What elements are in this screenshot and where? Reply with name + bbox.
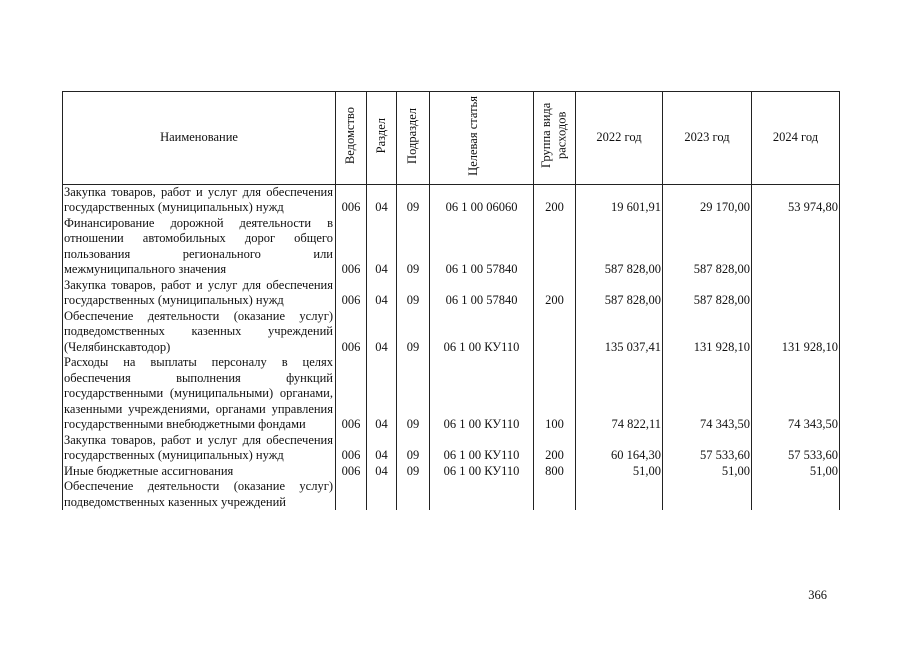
- cell-y2023: [663, 479, 752, 510]
- cell-gvr: [534, 309, 576, 356]
- cell-y2024: 53 974,80: [752, 184, 840, 216]
- cell-name: Иные бюджетные ассигнования: [63, 464, 336, 480]
- cell-ved: 006: [336, 355, 367, 433]
- cell-podrazdel: 09: [397, 464, 430, 480]
- cell-razdel: 04: [367, 433, 397, 464]
- cell-ved: 006: [336, 309, 367, 356]
- cell-name: Расходы на выплаты персоналу в целях обеспечения выполнения функций государственными (муниципальными) органами, казенными учреждениями, органами управления государственными внебюджетными фондами: [63, 355, 336, 433]
- cell-name: Закупка товаров, работ и услуг для обеспечения государственных (муниципальных) нужд: [63, 184, 336, 216]
- cell-y2023: 587 828,00: [663, 216, 752, 278]
- header-gruppa: Группа вида расходов: [534, 92, 576, 185]
- cell-name: Финансирование дорожной деятельности в отношении автомобильных дорог общего пользования регионального или межмуниципального значения: [63, 216, 336, 278]
- page-bottom-area: [62, 577, 842, 647]
- table-row: [63, 355, 840, 433]
- cell-y2022: 135 037,41: [576, 309, 663, 356]
- table-row: [63, 479, 840, 510]
- cell-gvr: [534, 216, 576, 278]
- cell-gvr: 200: [534, 278, 576, 309]
- cell-y2023: 51,00: [663, 464, 752, 480]
- cell-ved: 006: [336, 184, 367, 216]
- cell-y2022: 74 822,11: [576, 355, 663, 433]
- cell-y2023: 29 170,00: [663, 184, 752, 216]
- cell-podrazdel: 09: [397, 278, 430, 309]
- table-header-row: [63, 92, 840, 185]
- cell-cs: 06 1 00 КУ110: [430, 355, 534, 433]
- cell-cs: 06 1 00 57840: [430, 278, 534, 309]
- cell-y2022: 51,00: [576, 464, 663, 480]
- cell-razdel: 04: [367, 278, 397, 309]
- cell-name: Обеспечение деятельности (оказание услуг) подведомственных казенных учреждений (Челябинскавтодор): [63, 309, 336, 356]
- cell-razdel: 04: [367, 184, 397, 216]
- cell-podrazdel: 09: [397, 355, 430, 433]
- cell-y2024: [752, 216, 840, 278]
- cell-cs: 06 1 00 КУ110: [430, 464, 534, 480]
- cell-gvr: 100: [534, 355, 576, 433]
- cell-gvr: 800: [534, 464, 576, 480]
- page-number: 366: [808, 588, 827, 602]
- cell-razdel: 04: [367, 216, 397, 278]
- cell-y2022: 60 164,30: [576, 433, 663, 464]
- cell-razdel: 04: [367, 355, 397, 433]
- cell-name: Закупка товаров, работ и услуг для обеспечения государственных (муниципальных) нужд: [63, 278, 336, 309]
- table-row: [63, 433, 840, 464]
- cell-razdel: [367, 479, 397, 510]
- header-2024: 2024 год: [752, 92, 840, 185]
- cell-y2022: [576, 479, 663, 510]
- cell-cs: 06 1 00 57840: [430, 216, 534, 278]
- cell-podrazdel: 09: [397, 216, 430, 278]
- cell-y2022: 19 601,91: [576, 184, 663, 216]
- cell-podrazdel: 09: [397, 184, 430, 216]
- table-row: [63, 464, 840, 480]
- cell-y2024: [752, 479, 840, 510]
- table-row: [63, 216, 840, 278]
- cell-y2022: 587 828,00: [576, 216, 663, 278]
- header-vedomstvo: Ведомство: [336, 92, 367, 185]
- cell-ved: 006: [336, 278, 367, 309]
- header-podrazdel: Подраздел: [397, 92, 430, 185]
- cell-y2024: [752, 278, 840, 309]
- cell-podrazdel: 09: [397, 309, 430, 356]
- header-name: Наименование: [63, 92, 336, 185]
- cell-gvr: [534, 479, 576, 510]
- cell-cs: 06 1 00 КУ110: [430, 433, 534, 464]
- cell-cs: [430, 479, 534, 510]
- cell-y2023: 587 828,00: [663, 278, 752, 309]
- cell-podrazdel: [397, 479, 430, 510]
- cell-ved: 006: [336, 433, 367, 464]
- cell-y2023: 74 343,50: [663, 355, 752, 433]
- table-row: [63, 309, 840, 356]
- cell-ved: 006: [336, 216, 367, 278]
- cell-ved: 006: [336, 464, 367, 480]
- cell-razdel: 04: [367, 464, 397, 480]
- cell-y2023: 57 533,60: [663, 433, 752, 464]
- cell-y2023: 131 928,10: [663, 309, 752, 356]
- cell-y2024: 74 343,50: [752, 355, 840, 433]
- table-row: [63, 278, 840, 309]
- cell-name: Закупка товаров, работ и услуг для обеспечения государственных (муниципальных) нужд: [63, 433, 336, 464]
- cell-podrazdel: 09: [397, 433, 430, 464]
- cell-razdel: 04: [367, 309, 397, 356]
- cell-y2024: 51,00: [752, 464, 840, 480]
- table-row: [63, 184, 840, 216]
- header-2022: 2022 год: [576, 92, 663, 185]
- cell-y2022: 587 828,00: [576, 278, 663, 309]
- cell-cs: 06 1 00 06060: [430, 184, 534, 216]
- header-celevaya: Целевая статья: [430, 92, 534, 185]
- cell-gvr: 200: [534, 184, 576, 216]
- header-razdel: Раздел: [367, 92, 397, 185]
- cell-cs: 06 1 00 КУ110: [430, 309, 534, 356]
- header-2023: 2023 год: [663, 92, 752, 185]
- budget-table: [62, 91, 840, 510]
- cell-gvr: 200: [534, 433, 576, 464]
- cell-ved: [336, 479, 367, 510]
- cell-name: Обеспечение деятельности (оказание услуг) подведомственных казенных учреждений: [63, 479, 336, 510]
- cell-y2024: 57 533,60: [752, 433, 840, 464]
- cell-y2024: 131 928,10: [752, 309, 840, 356]
